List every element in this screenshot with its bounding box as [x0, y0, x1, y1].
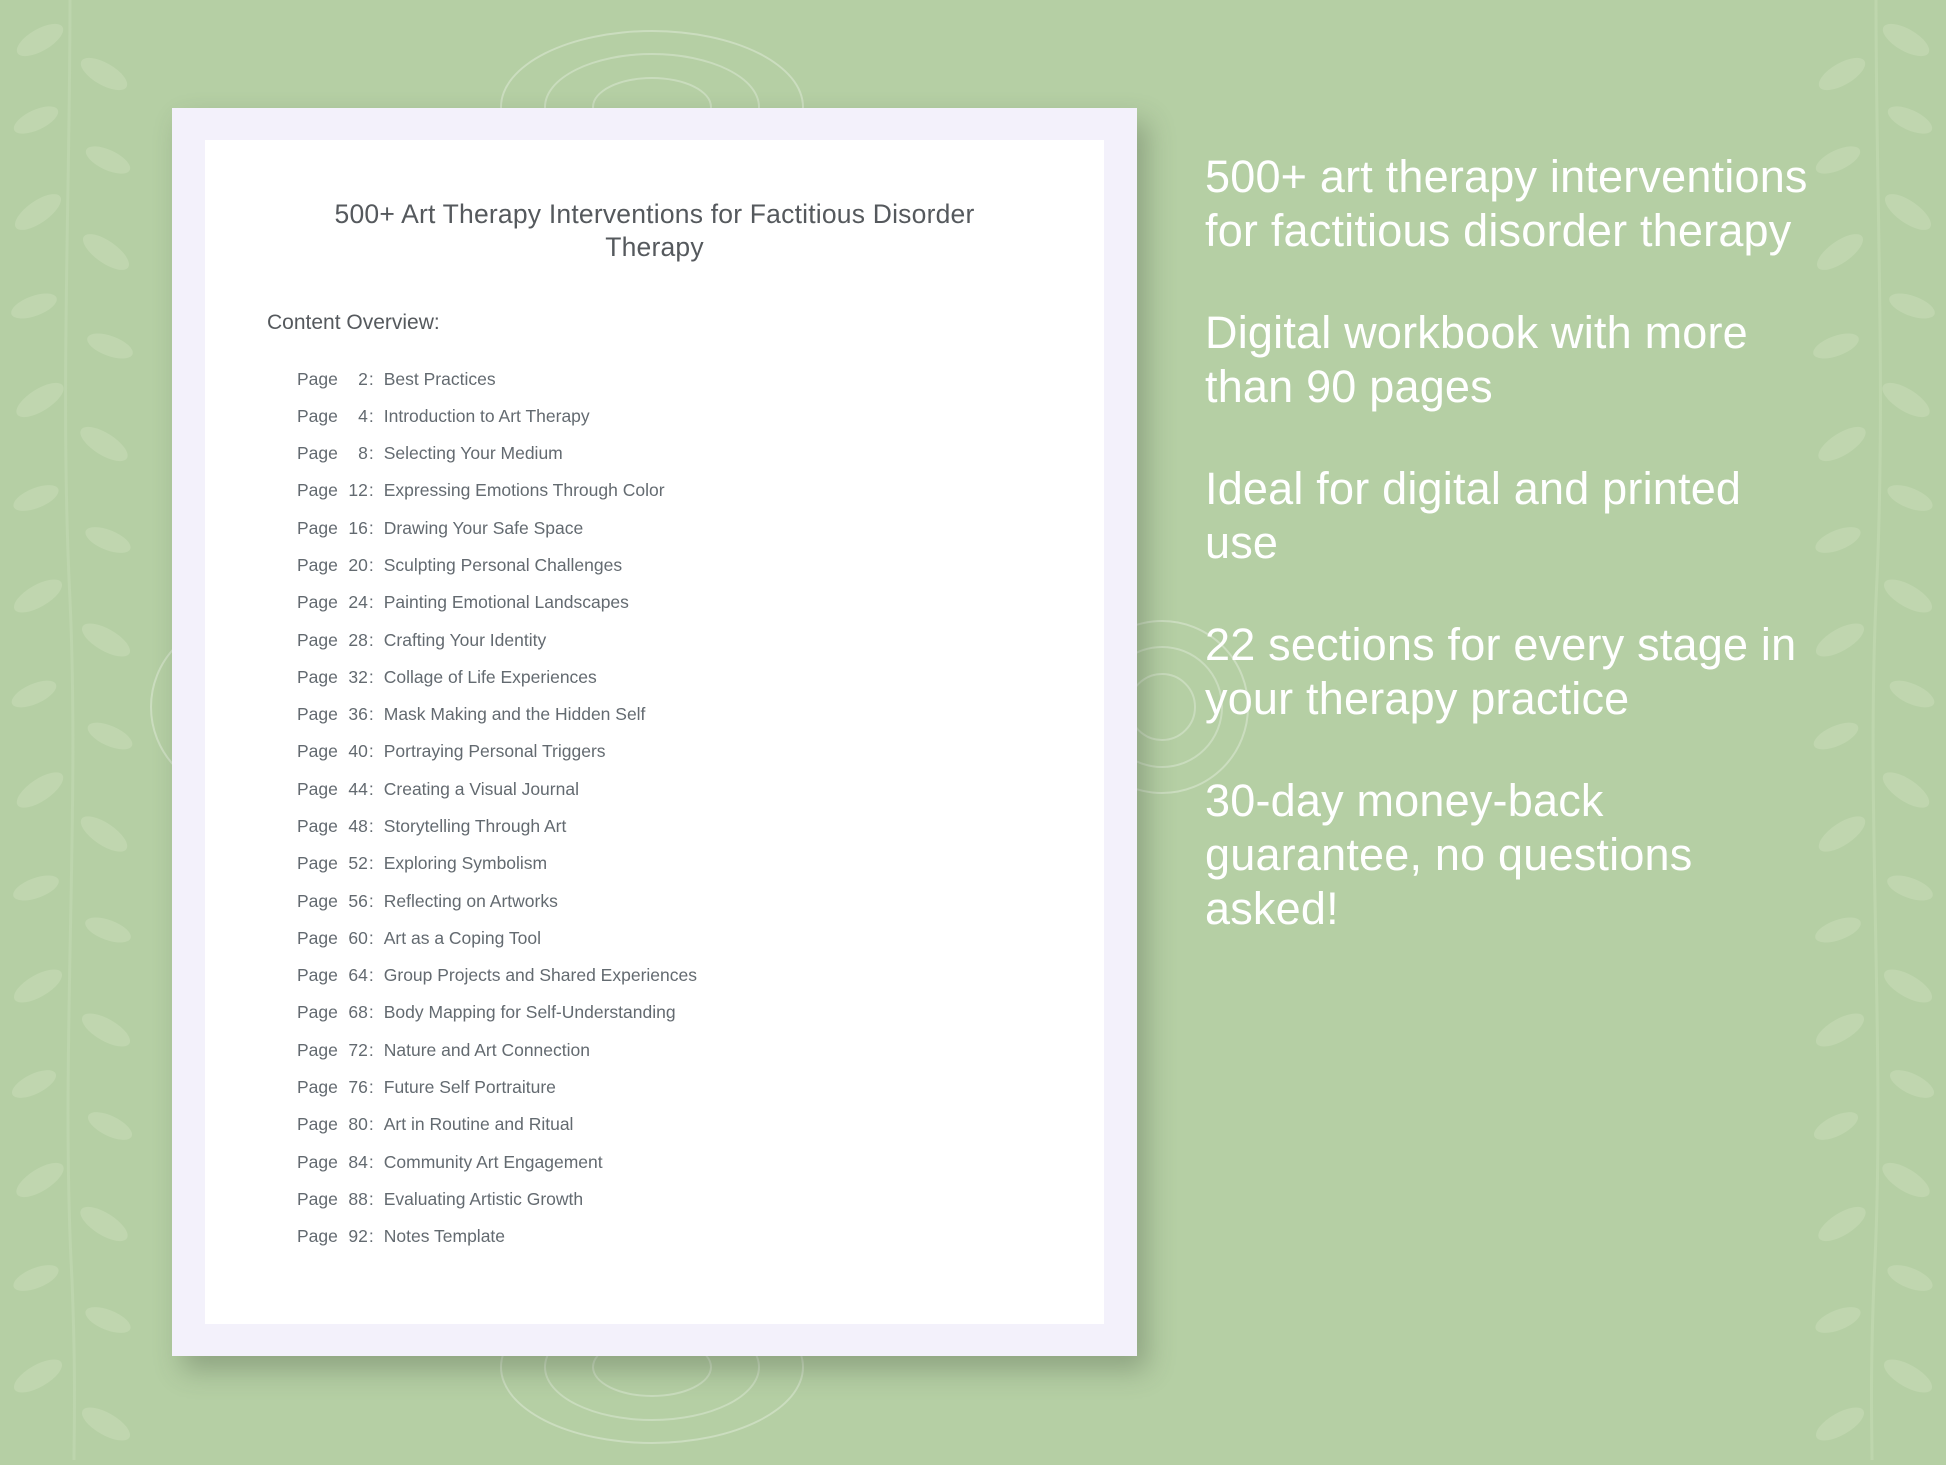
botanical-vine-left-icon	[0, 0, 150, 1460]
toc-page-number: 36	[348, 704, 368, 725]
toc-separator: :	[368, 1002, 374, 1023]
botanical-border-left	[0, 0, 150, 1460]
toc-entry-title: Exploring Symbolism	[383, 853, 548, 874]
document-page	[205, 140, 1104, 1324]
toc-entry[interactable]	[297, 435, 1104, 472]
toc-separator: :	[368, 853, 374, 874]
toc-entry[interactable]	[297, 883, 1104, 920]
toc-entry-title: Crafting Your Identity	[383, 629, 547, 650]
toc-entry-title: Introduction to Art Therapy	[383, 405, 590, 426]
toc-entry[interactable]	[297, 845, 1104, 882]
toc-page-number: 28	[348, 629, 368, 650]
toc-entry-title: Best Practices	[383, 368, 496, 389]
toc-entry[interactable]	[297, 1032, 1104, 1069]
toc-page-word: Page	[297, 704, 338, 725]
toc-page-word: Page	[297, 480, 338, 501]
toc-entry-title: Future Self Portraiture	[383, 1076, 556, 1097]
content-overview-label: Content Overview:	[267, 310, 440, 334]
toc-page-word: Page	[297, 1188, 338, 1209]
toc-separator: :	[368, 405, 374, 426]
toc-separator: :	[368, 816, 374, 837]
toc-entry-title: Sculpting Personal Challenges	[383, 555, 623, 576]
toc-entry[interactable]	[297, 808, 1104, 845]
toc-page-number: 8	[358, 443, 368, 464]
toc-entry[interactable]	[297, 1069, 1104, 1106]
table-of-contents	[205, 335, 1104, 1256]
toc-separator: :	[368, 1076, 374, 1097]
toc-entry-title: Evaluating Artistic Growth	[383, 1188, 584, 1209]
toc-entry-title: Painting Emotional Landscapes	[383, 592, 629, 613]
toc-page-word: Page	[297, 666, 338, 687]
toc-separator: :	[368, 517, 374, 538]
toc-page-word: Page	[297, 1002, 338, 1023]
toc-entry-title: Group Projects and Shared Experiences	[383, 965, 697, 986]
toc-page-word: Page	[297, 927, 338, 948]
toc-page-word: Page	[297, 853, 338, 874]
toc-page-number: 32	[348, 666, 368, 687]
toc-page-number: 52	[348, 853, 368, 874]
toc-page-number: 12	[348, 480, 368, 501]
toc-page-number: 24	[348, 592, 368, 613]
toc-separator: :	[368, 555, 374, 576]
toc-page-number: 76	[348, 1076, 368, 1097]
toc-entry[interactable]	[297, 510, 1104, 547]
toc-entry[interactable]	[297, 1218, 1104, 1255]
toc-entry[interactable]	[297, 361, 1104, 398]
toc-page-number: 84	[348, 1151, 368, 1172]
toc-separator: :	[368, 592, 374, 613]
toc-entry-title: Body Mapping for Self-Understanding	[383, 1002, 676, 1023]
toc-entry-title: Notes Template	[383, 1226, 506, 1247]
toc-page-word: Page	[297, 592, 338, 613]
toc-entry-title: Drawing Your Safe Space	[383, 517, 584, 538]
marketing-bullet: 500+ art therapy interventions for factitious disorder therapy	[1205, 151, 1808, 257]
toc-entry-title: Community Art Engagement	[383, 1151, 603, 1172]
toc-page-word: Page	[297, 1114, 338, 1135]
toc-separator: :	[368, 480, 374, 501]
toc-page-number: 68	[348, 1002, 368, 1023]
toc-page-number: 60	[348, 927, 368, 948]
toc-page-word: Page	[297, 965, 338, 986]
toc-separator: :	[368, 1114, 374, 1135]
toc-separator: :	[368, 741, 374, 762]
toc-entry[interactable]	[297, 1106, 1104, 1143]
toc-entry-title: Selecting Your Medium	[383, 443, 563, 464]
toc-page-word: Page	[297, 517, 338, 538]
toc-entry[interactable]	[297, 1144, 1104, 1181]
toc-entry-title: Expressing Emotions Through Color	[383, 480, 665, 501]
toc-entry[interactable]	[297, 473, 1104, 510]
toc-separator: :	[368, 1188, 374, 1209]
toc-separator: :	[368, 1039, 374, 1060]
toc-entry[interactable]	[297, 622, 1104, 659]
toc-page-word: Page	[297, 1039, 338, 1060]
toc-page-number: 72	[348, 1039, 368, 1060]
toc-entry[interactable]	[297, 957, 1104, 994]
toc-entry-title: Storytelling Through Art	[383, 816, 567, 837]
toc-page-word: Page	[297, 1076, 338, 1097]
toc-page-word: Page	[297, 405, 338, 426]
toc-page-number: 4	[358, 405, 368, 426]
toc-separator: :	[368, 890, 374, 911]
marketing-bullet: Digital workbook with more than 90 pages	[1205, 306, 1748, 413]
toc-page-number: 64	[348, 965, 368, 986]
marketing-bullet: Ideal for digital and printed use	[1205, 462, 1742, 569]
toc-page-word: Page	[297, 368, 338, 389]
toc-page-number: 88	[348, 1188, 368, 1209]
toc-page-word: Page	[297, 741, 338, 762]
toc-entry[interactable]	[297, 584, 1104, 621]
toc-page-number: 80	[348, 1114, 368, 1135]
toc-page-number: 92	[348, 1226, 368, 1247]
toc-entry-title: Portraying Personal Triggers	[383, 741, 606, 762]
page-title: 500+ Art Therapy Interventions for Factitious Disorder Therapy	[334, 199, 975, 263]
toc-entry-title: Collage of Life Experiences	[383, 666, 597, 687]
toc-page-number: 48	[348, 816, 368, 837]
toc-page-number: 40	[348, 741, 368, 762]
toc-separator: :	[368, 965, 374, 986]
toc-entry-title: Mask Making and the Hidden Self	[383, 704, 646, 725]
toc-entry-title: Nature and Art Connection	[383, 1039, 590, 1060]
toc-entry[interactable]	[297, 547, 1104, 584]
toc-entry-title: Art in Routine and Ritual	[383, 1114, 574, 1135]
toc-page-number: 44	[348, 778, 368, 799]
toc-page-word: Page	[297, 778, 338, 799]
toc-page-number: 2	[358, 368, 368, 389]
toc-page-word: Page	[297, 1151, 338, 1172]
toc-entry[interactable]	[297, 995, 1104, 1032]
marketing-bullet: 22 sections for every stage in your therapy practice	[1205, 618, 1797, 725]
toc-entry[interactable]	[297, 771, 1104, 808]
toc-page-number: 20	[348, 555, 368, 576]
toc-entry-title: Art as a Coping Tool	[383, 927, 542, 948]
marketing-bullet: 30-day money-back guarantee, no questions asked!	[1205, 774, 1693, 935]
toc-separator: :	[368, 1151, 374, 1172]
toc-separator: :	[368, 368, 374, 389]
toc-entry[interactable]	[297, 734, 1104, 771]
toc-separator: :	[368, 778, 374, 799]
toc-page-number: 56	[348, 890, 368, 911]
toc-entry[interactable]	[297, 398, 1104, 435]
toc-page-word: Page	[297, 1226, 338, 1247]
document-sheet	[172, 108, 1137, 1356]
toc-page-number: 16	[348, 517, 368, 538]
toc-page-word: Page	[297, 555, 338, 576]
toc-page-word: Page	[297, 890, 338, 911]
toc-separator: :	[368, 666, 374, 687]
toc-page-word: Page	[297, 629, 338, 650]
toc-entry[interactable]	[297, 696, 1104, 733]
toc-separator: :	[368, 443, 374, 464]
toc-separator: :	[368, 629, 374, 650]
toc-separator: :	[368, 704, 374, 725]
toc-entry-title: Creating a Visual Journal	[383, 778, 579, 799]
toc-page-word: Page	[297, 443, 338, 464]
toc-entry[interactable]	[297, 920, 1104, 957]
toc-separator: :	[368, 927, 374, 948]
marketing-bullets	[1205, 150, 1825, 937]
toc-entry[interactable]	[297, 1181, 1104, 1218]
toc-entry-title: Reflecting on Artworks	[383, 890, 558, 911]
toc-separator: :	[368, 1226, 374, 1247]
toc-page-word: Page	[297, 816, 338, 837]
toc-entry[interactable]	[297, 659, 1104, 696]
